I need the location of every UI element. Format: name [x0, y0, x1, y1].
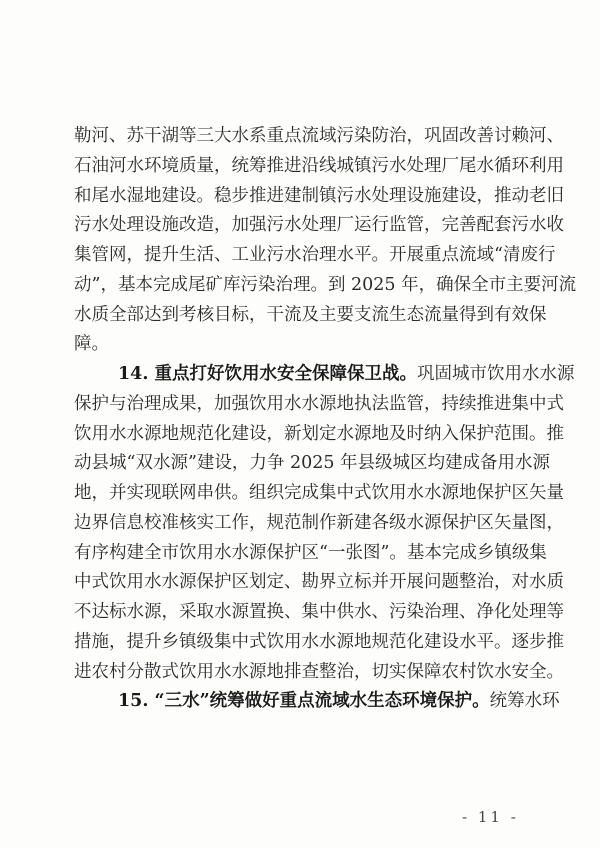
line-text: 巩固城市饮用水水源	[417, 364, 575, 384]
text-line	[74, 568, 564, 598]
line-text: 进农村分散式饮用水水源地排查整治，切实保障农村饮水安全。	[74, 661, 564, 682]
section-heading: 14. 重点打好饮用水安全保障保卫战。	[118, 364, 418, 384]
text-line	[74, 449, 551, 479]
text-line	[74, 301, 547, 331]
text-line	[74, 241, 556, 271]
line-text: 措施，提升乡镇级集中式饮用水水源地规范化建设水平。逐步推	[74, 631, 564, 652]
text-line	[74, 658, 564, 688]
text-line	[74, 211, 564, 241]
line-text: 障。	[74, 334, 109, 355]
line-text: 水质全部达到考核目标，干流及主要支流生态流量得到有效保	[74, 304, 547, 325]
text-line	[74, 390, 564, 420]
text-line	[74, 152, 564, 182]
line-text: 保护与治理成果，加强饮用水水源地执法监管，持续推进集中式	[74, 393, 564, 414]
text-line	[74, 420, 564, 450]
line-text: 饮用水水源地规范化建设，新划定水源地及时纳入保护范围。推	[74, 423, 564, 444]
text-line	[74, 122, 564, 152]
line-text: 边界信息校准核实工作，规范制作新建各级水源保护区矢量图，	[74, 512, 564, 533]
text-line	[74, 182, 564, 212]
text-line	[74, 271, 577, 301]
line-text: 动县城“双水源”建设，力争 2025 年县级城区均建成备用水源	[74, 453, 551, 474]
line-text: 统筹水环	[489, 691, 560, 712]
section-heading: 15. “三水”统筹做好重点流域水生态环境保护。	[118, 691, 490, 712]
text-line	[74, 360, 575, 390]
line-text: 动”，基本完成尾矿库污染治理。到 2025 年，确保全市主要河流	[74, 274, 577, 295]
line-text: 和尾水湿地建设。稳步推进建制镇污水处理设施建设，推动老旧	[74, 185, 564, 206]
line-text: 集管网，提升生活、工业污水治理水平。开展重点流域“清废行	[74, 245, 556, 265]
text-line	[74, 539, 547, 569]
text-line	[74, 509, 564, 539]
line-text: 地，并实现联网串供。组织完成集中式饮用水水源地保护区矢量	[74, 483, 564, 503]
line-text: 污水处理设施改造，加强污水处理厂运行监管，完善配套污水收	[74, 215, 564, 236]
text-line	[74, 598, 564, 628]
line-text: 有序构建全市饮用水水源保护区“一张图”。基本完成乡镇级集	[74, 542, 547, 563]
page-number: - 11 -	[462, 808, 519, 826]
line-text: 不达标水源，采取水源置换、集中供水、污染治理、净化处理等	[74, 602, 564, 622]
line-text: 石油河水环境质量，统筹推进沿线城镇污水处理厂尾水循环利用	[74, 155, 564, 176]
body-text	[74, 122, 577, 717]
text-line	[74, 687, 560, 717]
line-text: 中式饮用水水源保护区划定、勘界立标并开展问题整治，对水质	[74, 572, 564, 593]
text-line	[74, 479, 564, 509]
text-line	[74, 330, 517, 360]
text-line	[74, 628, 564, 658]
line-text: 勒河、苏干湖等三大水系重点流域污染防治，巩固改善讨赖河、	[74, 126, 564, 146]
